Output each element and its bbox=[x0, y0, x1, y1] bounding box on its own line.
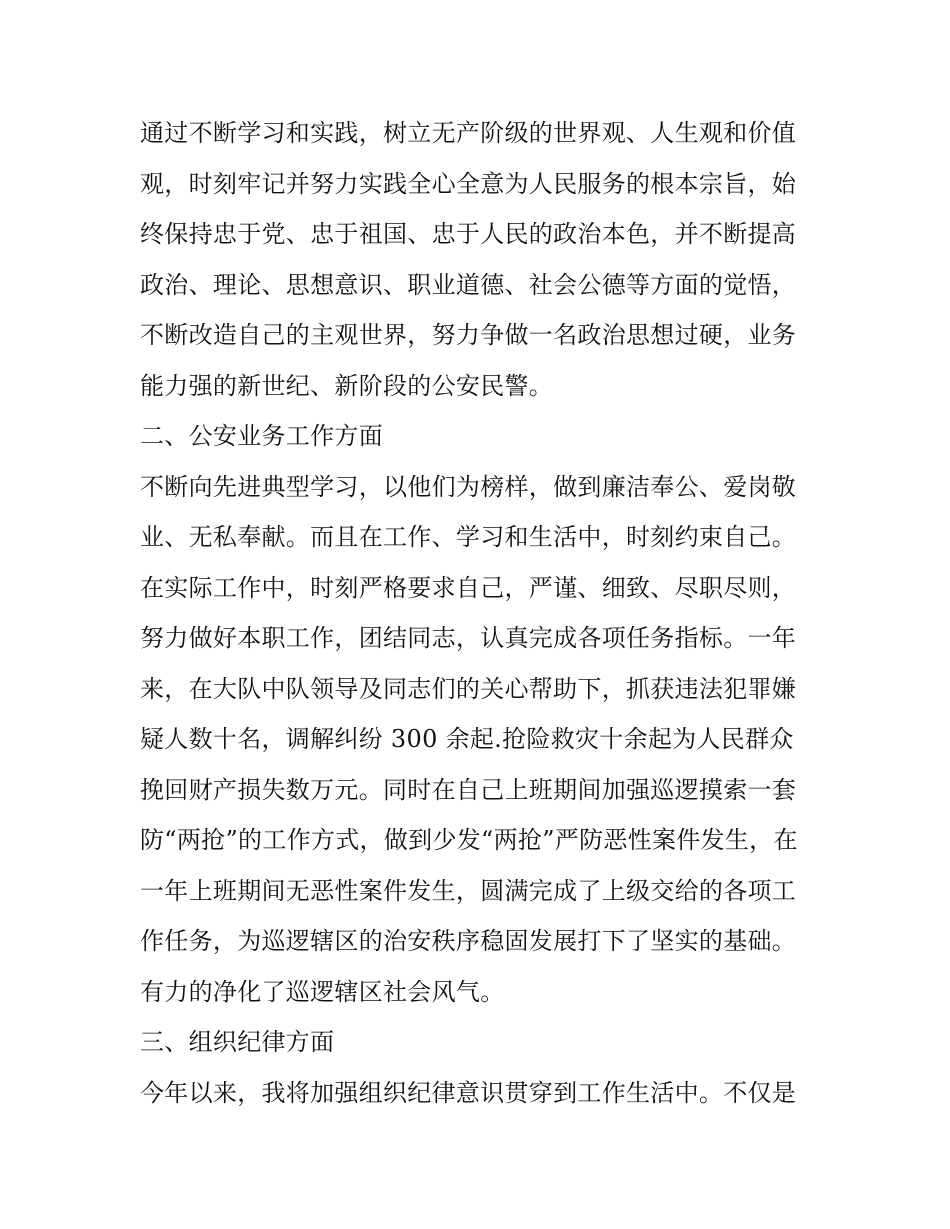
text-line: 不断改造自己的主观世界，努力争做一名政治思想过硬，业务 bbox=[140, 321, 797, 349]
text-line: 有力的净化了巡逻辖区社会风气。 bbox=[140, 977, 505, 1006]
text-line: 终保持忠于党、忠于祖国、忠于人民的政治本色，并不断提高 bbox=[140, 220, 797, 248]
text-line: 努力做好本职工作，团结同志，认真完成各项任务指标。一年 bbox=[140, 624, 797, 652]
text-line: 防“两抢”的工作方式，做到少发“两抢”严防恶性案件发生，在 bbox=[140, 826, 798, 854]
text-line: 疑人数十名，调解纠纷 300 余起.抢险救灾十余起为人民群众 bbox=[140, 725, 794, 753]
text-line: 不断向先进典型学习，以他们为榜样，做到廉洁奉公、爱岗敬 bbox=[140, 472, 797, 501]
text-line: 政治、理论、思想意识、职业道德、社会公德等方面的觉悟， bbox=[140, 270, 797, 299]
document-body bbox=[140, 108, 820, 1118]
section-heading: 三、组织纪律方面 bbox=[140, 1028, 335, 1056]
text-line: 在实际工作中，时刻严格要求自己，严谨、细致、尽职尽则， bbox=[140, 573, 797, 602]
text-line: 能力强的新世纪、新阶段的公安民警。 bbox=[140, 371, 554, 400]
section-heading: 二、公安业务工作方面 bbox=[140, 422, 383, 450]
text-line: 今年以来，我将加强组织纪律意识贯穿到工作生活中。不仅是 bbox=[140, 1078, 797, 1107]
text-line: 一年上班期间无恶性案件发生，圆满完成了上级交给的各项工 bbox=[140, 876, 797, 905]
text-line: 挽回财产损失数万元。同时在自己上班期间加强巡逻摸索一套 bbox=[140, 775, 797, 804]
text-line: 来，在大队中队领导及同志们的关心帮助下，抓获违法犯罪嫌 bbox=[140, 674, 797, 703]
text-line: 通过不断学习和实践，树立无产阶级的世界观、人生观和价值 bbox=[140, 119, 797, 147]
text-line: 业、无私奉献。而且在工作、学习和生活中，时刻约束自己。 bbox=[140, 523, 797, 551]
text-line: 作任务，为巡逻辖区的治安秩序稳固发展打下了坚实的基础。 bbox=[140, 927, 797, 955]
text-line: 观，时刻牢记并努力实践全心全意为人民服务的根本宗旨，始 bbox=[140, 169, 797, 198]
